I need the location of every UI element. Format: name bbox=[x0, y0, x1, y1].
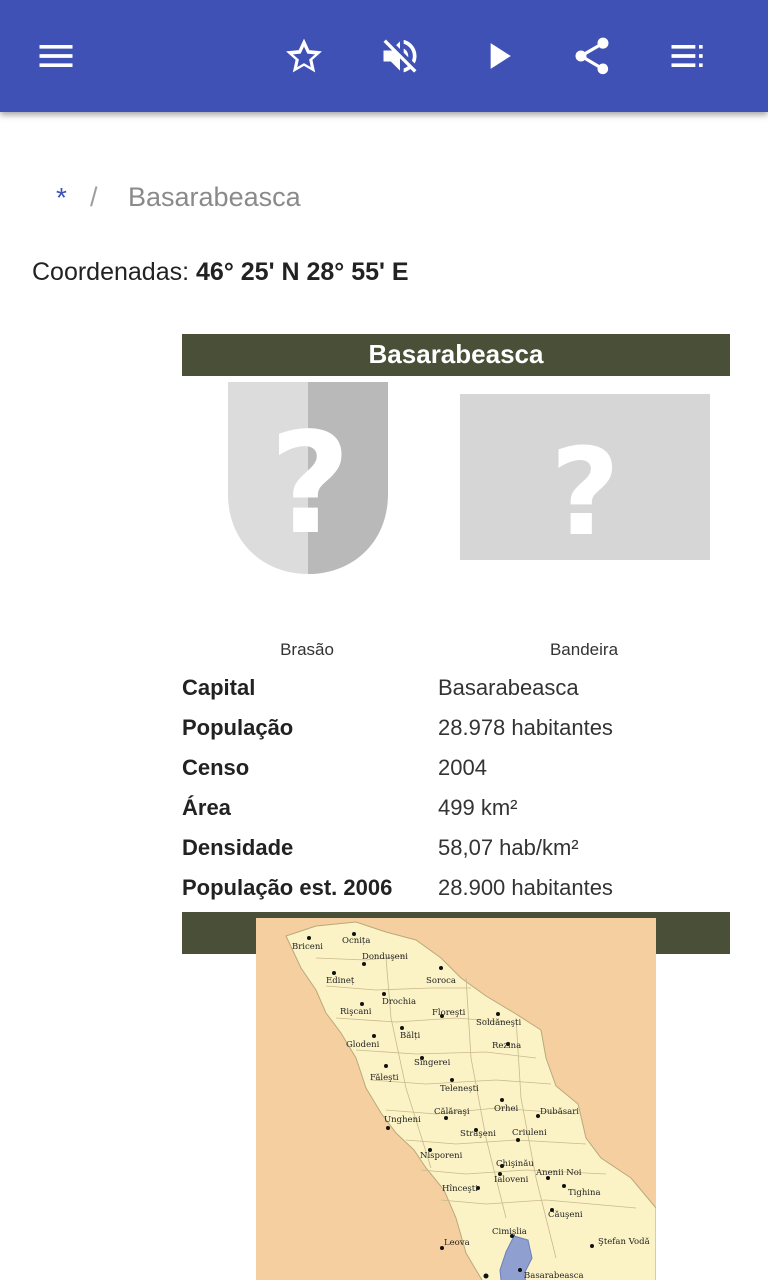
map-city-label: Soldăneşti bbox=[476, 1018, 522, 1028]
map-city-label: Soroca bbox=[426, 976, 456, 986]
infobox-rows bbox=[182, 668, 730, 908]
row-value: 28.900 habitantes bbox=[438, 875, 613, 900]
row-value: 2004 bbox=[438, 755, 487, 780]
row-value: 58,07 hab/km² bbox=[438, 835, 579, 860]
infobox-title: Basarabeasca bbox=[182, 334, 730, 376]
infobox-row bbox=[182, 788, 730, 828]
map-city-label: Chişinău bbox=[496, 1159, 534, 1169]
breadcrumb-separator: / bbox=[90, 182, 98, 212]
row-key: População bbox=[182, 715, 294, 740]
map-city-label: Donduşeni bbox=[362, 952, 408, 962]
flag-image[interactable] bbox=[460, 394, 710, 560]
map-city-label: Rezina bbox=[492, 1041, 522, 1051]
map-city-label: Briceni bbox=[292, 942, 324, 952]
coordinates-value[interactable]: 46° 25' N 28° 55' E bbox=[196, 258, 409, 286]
map-city-label: Basarabeasca bbox=[524, 1271, 584, 1280]
share-button[interactable] bbox=[564, 28, 620, 84]
map-city-label: Ialoveni bbox=[494, 1175, 529, 1185]
row-key: População est. 2006 bbox=[182, 875, 393, 900]
map-city-label: Tighina bbox=[568, 1188, 601, 1198]
menu-icon bbox=[34, 34, 78, 78]
coordinates-label: Coordenadas: bbox=[32, 258, 190, 286]
map-city-label: Cimişlia bbox=[492, 1227, 527, 1237]
question-mark-icon bbox=[269, 403, 350, 566]
coat-of-arms-image[interactable] bbox=[228, 382, 388, 574]
share-icon bbox=[570, 34, 614, 78]
row-key: Capital bbox=[182, 675, 256, 700]
map-city-label: Floreşti bbox=[432, 1008, 466, 1018]
flag-caption: Bandeira bbox=[549, 640, 619, 659]
map-city-label: Făleşti bbox=[370, 1073, 399, 1083]
star-outline-icon bbox=[282, 34, 326, 78]
svg-text:?: ? bbox=[269, 403, 351, 566]
row-value: 499 km² bbox=[438, 795, 518, 820]
menu-button[interactable] bbox=[28, 28, 84, 84]
map-city-label: Orhei bbox=[494, 1104, 519, 1114]
infobox-row bbox=[182, 748, 730, 788]
playlist-icon bbox=[666, 34, 710, 78]
map-city-label: Edineț bbox=[326, 976, 355, 986]
map-city-label: Leova bbox=[444, 1238, 470, 1248]
map-city-label: Glodeni bbox=[346, 1040, 380, 1050]
infobox-row bbox=[182, 708, 730, 748]
favorite-button[interactable] bbox=[276, 28, 332, 84]
map-city-label: Străşeni bbox=[460, 1129, 496, 1139]
map-city-label: Hînceşti bbox=[442, 1184, 478, 1194]
district-map[interactable] bbox=[256, 918, 656, 1280]
infobox-row bbox=[182, 868, 730, 908]
map-city-label: Criuleni bbox=[512, 1128, 547, 1138]
svg-text:?: ? bbox=[550, 424, 620, 560]
contents-button[interactable] bbox=[660, 28, 716, 84]
map-city-label: Anenii Noi bbox=[536, 1168, 582, 1178]
map-city-label: Drochia bbox=[382, 997, 417, 1007]
map-city-label: Rişcani bbox=[340, 1007, 372, 1017]
play-icon bbox=[476, 34, 520, 78]
map-city-label: Ungheni bbox=[384, 1115, 421, 1125]
row-value: 28.978 habitantes bbox=[438, 715, 613, 740]
map-city-label: Nisporeni bbox=[420, 1151, 463, 1161]
coat-of-arms-caption: Brasão bbox=[280, 640, 334, 659]
map-city-label: Dubăsari bbox=[540, 1107, 580, 1117]
infobox-row bbox=[182, 668, 730, 708]
infobox-images bbox=[182, 376, 730, 659]
row-key: Área bbox=[182, 795, 231, 820]
infobox bbox=[182, 334, 730, 1280]
breadcrumb-current: Basarabeasca bbox=[128, 182, 301, 212]
map-city-label: Căuşeni bbox=[548, 1210, 583, 1220]
map-city-label: Ştefan Vodă bbox=[598, 1237, 650, 1247]
row-key: Censo bbox=[182, 755, 250, 780]
coordinates bbox=[32, 258, 409, 287]
breadcrumb-root-link[interactable]: * bbox=[56, 182, 67, 213]
infobox-row bbox=[182, 828, 730, 868]
map-city-label: Ocnița bbox=[342, 936, 371, 946]
map-city-label: Călăraşi bbox=[434, 1107, 470, 1117]
map-city-label: Bălți bbox=[400, 1031, 421, 1041]
map-city-label: Sîngerei bbox=[414, 1058, 451, 1068]
play-button[interactable] bbox=[470, 28, 526, 84]
mute-button[interactable] bbox=[372, 28, 428, 84]
map-svg bbox=[256, 918, 656, 1280]
row-key: Densidade bbox=[182, 835, 294, 860]
row-value[interactable]: Basarabeasca bbox=[438, 675, 579, 700]
volume-off-icon bbox=[378, 34, 422, 78]
question-mark-icon bbox=[550, 424, 620, 560]
map-city-label: Telenești bbox=[440, 1084, 479, 1094]
app-bar bbox=[0, 0, 768, 112]
